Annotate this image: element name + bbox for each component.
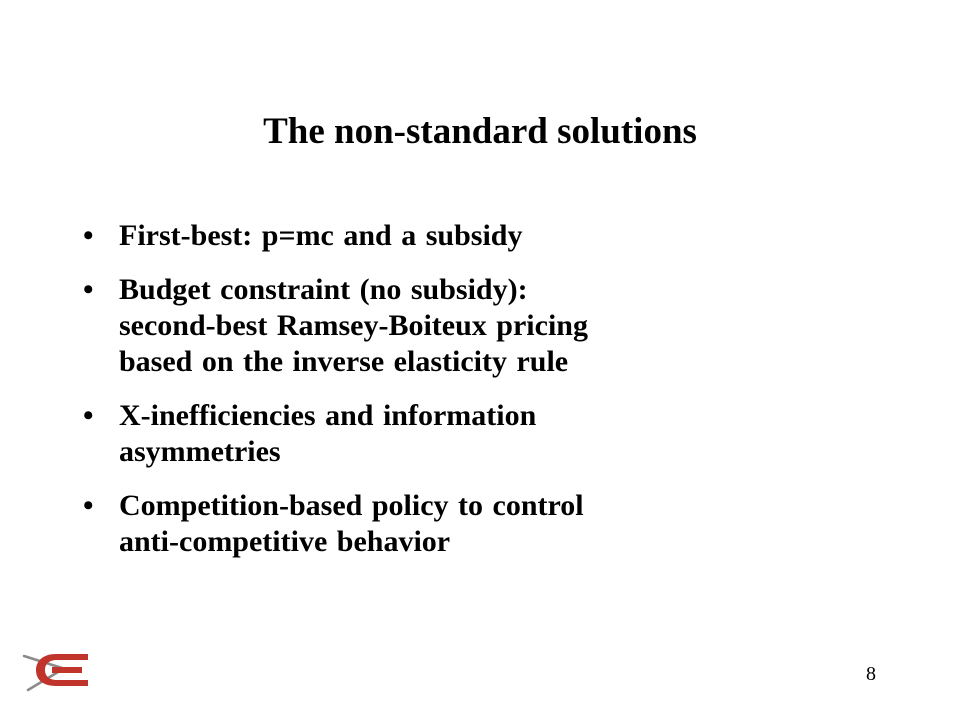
logo-e-bar: [52, 667, 82, 673]
bullet-text-line: anti-competitive behavior: [119, 525, 451, 558]
bullet-item-x-inefficiencies: [80, 398, 800, 470]
bullet-icon: •: [83, 219, 94, 252]
bullet-icon: •: [83, 399, 94, 432]
bullet-icon: •: [83, 273, 94, 306]
bullet-item-competition-policy: [80, 488, 800, 560]
bullet-item-budget-constraint: [80, 272, 800, 380]
bullet-icon: •: [83, 489, 94, 522]
slide-title: The non-standard solutions: [263, 111, 697, 152]
bullet-text-line: based on the inverse elasticity rule: [119, 345, 569, 378]
bullet-text-line: second-best Ramsey-Boiteux pricing: [119, 309, 588, 342]
bullet-item-first-best: [80, 218, 800, 254]
bullet-text-line: X-inefficiencies and information: [119, 399, 537, 432]
page-number: 8: [866, 663, 876, 685]
bullet-text-line: Competition-based policy to control: [119, 489, 584, 522]
bullet-text-line: First-best: p=mc and a subsidy: [119, 219, 523, 252]
bullet-list: [80, 218, 800, 578]
bullet-text-line: Budget constraint (no subsidy):: [119, 273, 528, 306]
bullet-text-line: asymmetries: [119, 435, 281, 468]
ce-logo-icon: [22, 646, 94, 694]
